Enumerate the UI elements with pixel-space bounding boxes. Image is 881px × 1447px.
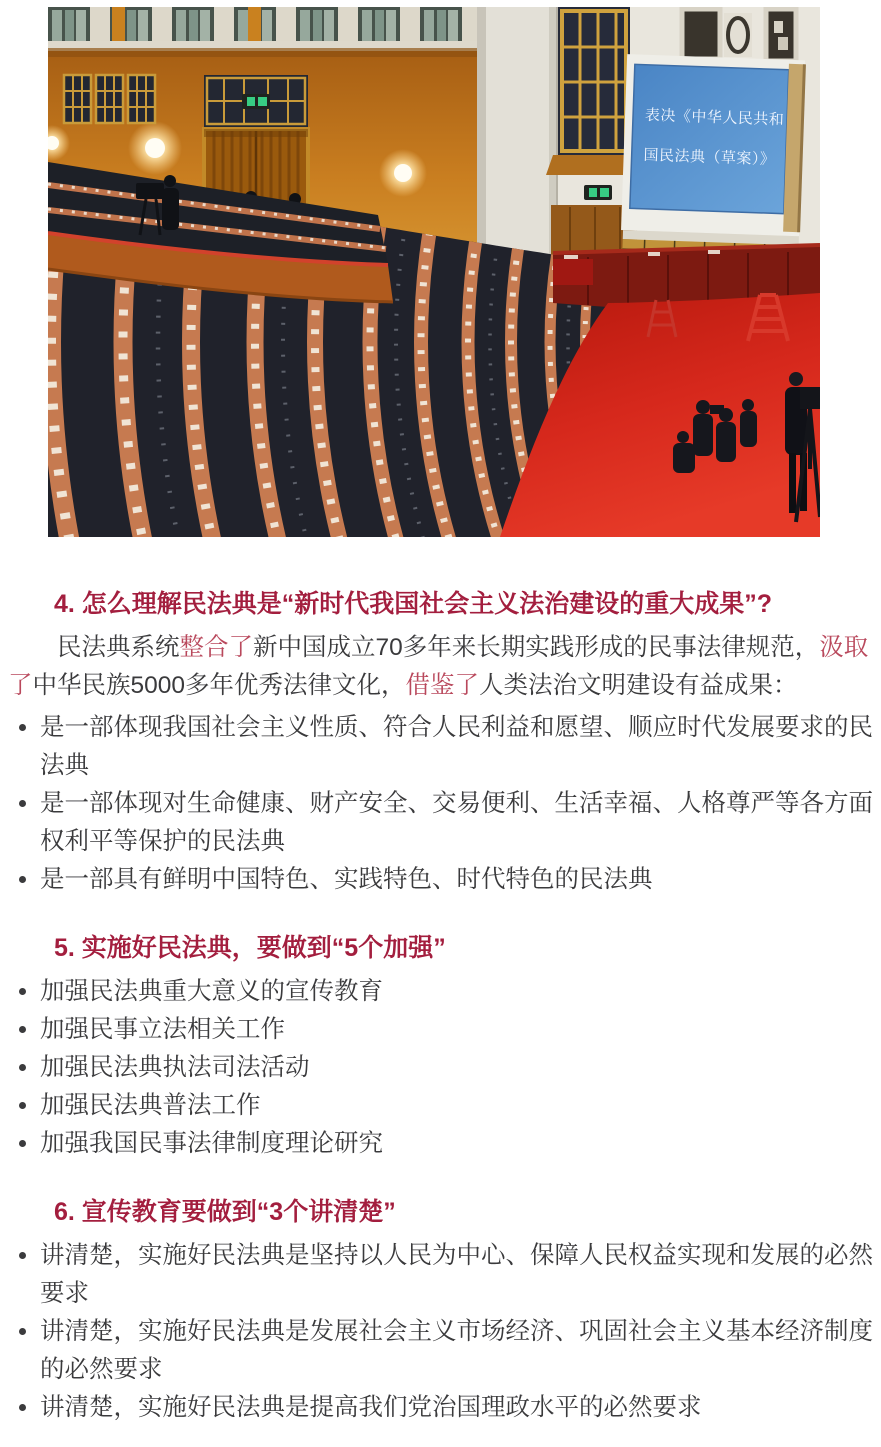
paragraph-segment: 民法典系统 [57, 634, 180, 661]
lattice-panels [64, 75, 155, 123]
list-item: 加强民法典普法工作 [40, 1087, 881, 1125]
congress-hall-photo [48, 7, 820, 537]
list-item: 加强民法典执法司法活动 [40, 1049, 881, 1087]
balcony-gallery [48, 7, 477, 51]
list-item: 是一部具有鲜明中国特色、实践特色、时代特色的民法典 [40, 861, 881, 899]
section-6-list [8, 1237, 881, 1427]
vote-screen-line-2: 国民法典（草案）》 [643, 146, 776, 169]
section-4-paragraph [8, 629, 881, 705]
list-item: 讲清楚，实施好民法典是提高我们党治国理政水平的必然要求 [40, 1389, 881, 1427]
section-6-heading: 6. 宣传教育要做到“3个讲清楚” [54, 1198, 396, 1226]
list-item: 加强民事立法相关工作 [40, 1011, 881, 1049]
section-5-heading: 5. 实施好民法典，要做到“5个加强” [54, 934, 446, 962]
section-4-list [8, 709, 881, 899]
section-5-list [8, 973, 881, 1163]
list-item: 加强我国民事法律制度理论研究 [40, 1125, 881, 1163]
vote-screen-line-1: 表决《中华人民共和 [644, 106, 785, 129]
list-item: 加强民法典重大意义的宣传教育 [40, 973, 881, 1011]
article-content [0, 585, 881, 1427]
section-4-heading: 4. 怎么理解民法典是“新时代我国社会主义法治建设的重大成果”? [54, 590, 773, 618]
list-item: 是一部体现对生命健康、财产安全、交易便利、生活幸福、人格尊严等各方面权利平等保护的民法典 [40, 785, 881, 861]
paragraph-segment: 人类法治文明建设有益成果： [479, 672, 798, 699]
article-page [0, 7, 881, 1427]
list-item: 是一部体现我国社会主义性质、符合人民利益和愿望、顺应时代发展要求的民法典 [40, 709, 881, 785]
vote-screen-text [631, 69, 788, 214]
paragraph-segment-emphasis: 借鉴了 [405, 672, 480, 699]
list-item: 讲清楚，实施好民法典是坚持以人民为中心、保障人民权益实现和发展的必然要求 [40, 1237, 881, 1313]
paragraph-segment-emphasis: 汲取了 [8, 634, 869, 699]
list-item: 讲清楚，实施好民法典是发展社会主义市场经济、巩固社会主义基本经济制度的必然要求 [40, 1313, 881, 1389]
paragraph-segment: 新中国成立70多年来长期实践形成的民事法律规范， [253, 634, 820, 661]
paragraph-segment-emphasis: 整合了 [179, 634, 253, 661]
paragraph-segment: 中华民族5000多年优秀法律文化， [32, 672, 406, 699]
